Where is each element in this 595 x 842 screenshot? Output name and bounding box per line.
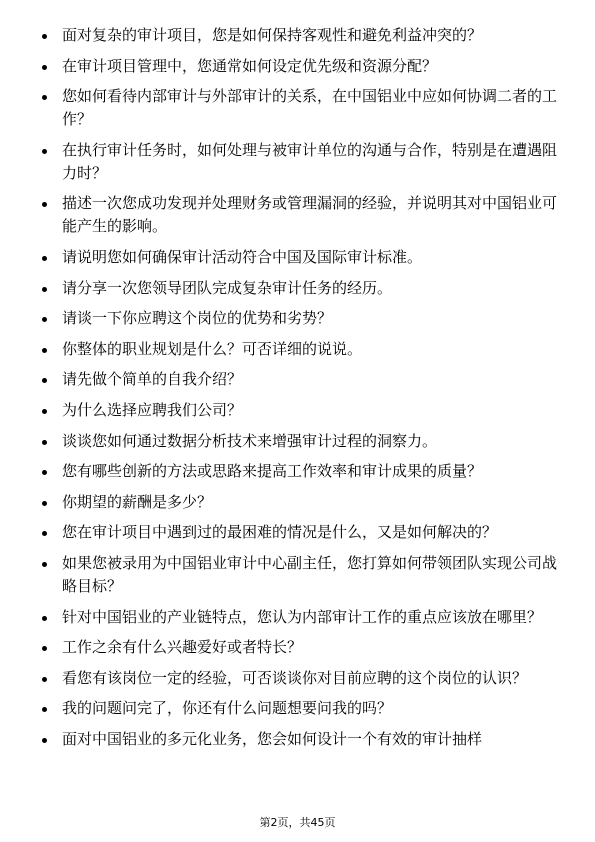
page-number: 第2页，共45页: [259, 816, 336, 829]
bullet-icon: [42, 470, 47, 475]
list-item: [40, 246, 560, 269]
question-text: 请先做个简单的自我介绍？: [62, 370, 243, 389]
bullet-icon: [42, 616, 47, 621]
question-text: 看您有该岗位一定的经验，可否谈谈你对目前应聘的这个岗位的认识？: [62, 668, 528, 687]
bullet-icon: [42, 95, 47, 100]
question-text: 请说明您如何确保审计活动符合中国及国际审计标准。: [62, 247, 423, 266]
list-item: [40, 192, 560, 238]
bullet-icon: [42, 65, 47, 70]
question-text: 您如何看待内部审计与外部审计的关系，在中国铝业中应如何协调二者的工作？: [62, 87, 558, 129]
question-text: 你期望的薪酬是多少？: [62, 492, 213, 511]
bullet-icon: [42, 409, 47, 414]
bullet-icon: [42, 677, 47, 682]
list-item: [40, 460, 560, 483]
bullet-icon: [42, 738, 47, 743]
list-item: [40, 85, 560, 131]
question-text: 谈谈您如何通过数据分析技术来增强审计过程的洞察力。: [62, 431, 438, 450]
question-text: 如果您被录用为中国铝业审计中心副主任，您打算如何带领团队实现公司战略目标？: [62, 553, 558, 595]
bullet-icon: [42, 149, 47, 154]
question-text: 您有哪些创新的方法或思路来提高工作效率和审计成果的质量？: [62, 462, 483, 481]
question-text: 描述一次您成功发现并处理财务或管理漏洞的经验，并说明其对中国铝业可能产生的影响。: [62, 194, 558, 236]
bullet-icon: [42, 562, 47, 567]
bullet-icon: [42, 707, 47, 712]
question-text: 针对中国铝业的产业链特点，您认为内部审计工作的重点应该放在哪里？: [62, 607, 543, 626]
bullet-icon: [42, 501, 47, 506]
bullet-icon: [42, 202, 47, 207]
list-item: [40, 491, 560, 514]
question-text: 在审计项目管理中，您通常如何设定优先级和资源分配？: [62, 56, 438, 75]
bullet-icon: [42, 256, 47, 261]
question-text: 请谈一下你应聘这个岗位的优势和劣势？: [62, 309, 333, 328]
list-item: [40, 139, 560, 185]
list-item: [40, 430, 560, 453]
question-text: 面对复杂的审计项目，您是如何保持客观性和避免利益冲突的？: [62, 26, 483, 44]
list-item: [40, 552, 560, 598]
list-item: [40, 368, 560, 391]
bullet-icon: [42, 440, 47, 445]
bullet-icon: [42, 317, 47, 322]
question-text: 为什么选择应聘我们公司？: [62, 400, 243, 419]
list-item: [40, 338, 560, 361]
question-list: [40, 24, 560, 758]
bullet-icon: [42, 646, 47, 651]
list-item: [40, 399, 560, 422]
list-item: [40, 55, 560, 78]
question-text: 在执行审计任务时，如何处理与被审计单位的沟通与合作，特别是在遭遇阻力时？: [62, 140, 558, 182]
question-text: 工作之余有什么兴趣爱好或者特长？: [62, 638, 303, 657]
question-text: 您在审计项目中遇到过的最困难的情况是什么，又是如何解决的？: [62, 523, 498, 542]
list-item: [40, 697, 560, 720]
list-item: [40, 307, 560, 330]
list-item: [40, 521, 560, 544]
bullet-icon: [42, 378, 47, 383]
question-text: 你整体的职业规划是什么？可否详细的说说。: [62, 339, 363, 358]
bullet-icon: [42, 287, 47, 292]
bullet-icon: [42, 34, 47, 39]
question-text: 我的问题问完了，你还有什么问题想要问我的吗？: [62, 699, 393, 718]
list-item: [40, 277, 560, 300]
list-item: [40, 636, 560, 659]
list-item: [40, 728, 560, 751]
question-text: 请分享一次您领导团队完成复杂审计任务的经历。: [62, 278, 393, 297]
question-text: 面对中国铝业的多元化业务，您会如何设计一个有效的审计抽样: [62, 729, 483, 748]
bullet-icon: [42, 531, 47, 536]
list-item: [40, 606, 560, 629]
bullet-icon: [42, 348, 47, 353]
list-item: [40, 24, 560, 47]
list-item: [40, 667, 560, 690]
